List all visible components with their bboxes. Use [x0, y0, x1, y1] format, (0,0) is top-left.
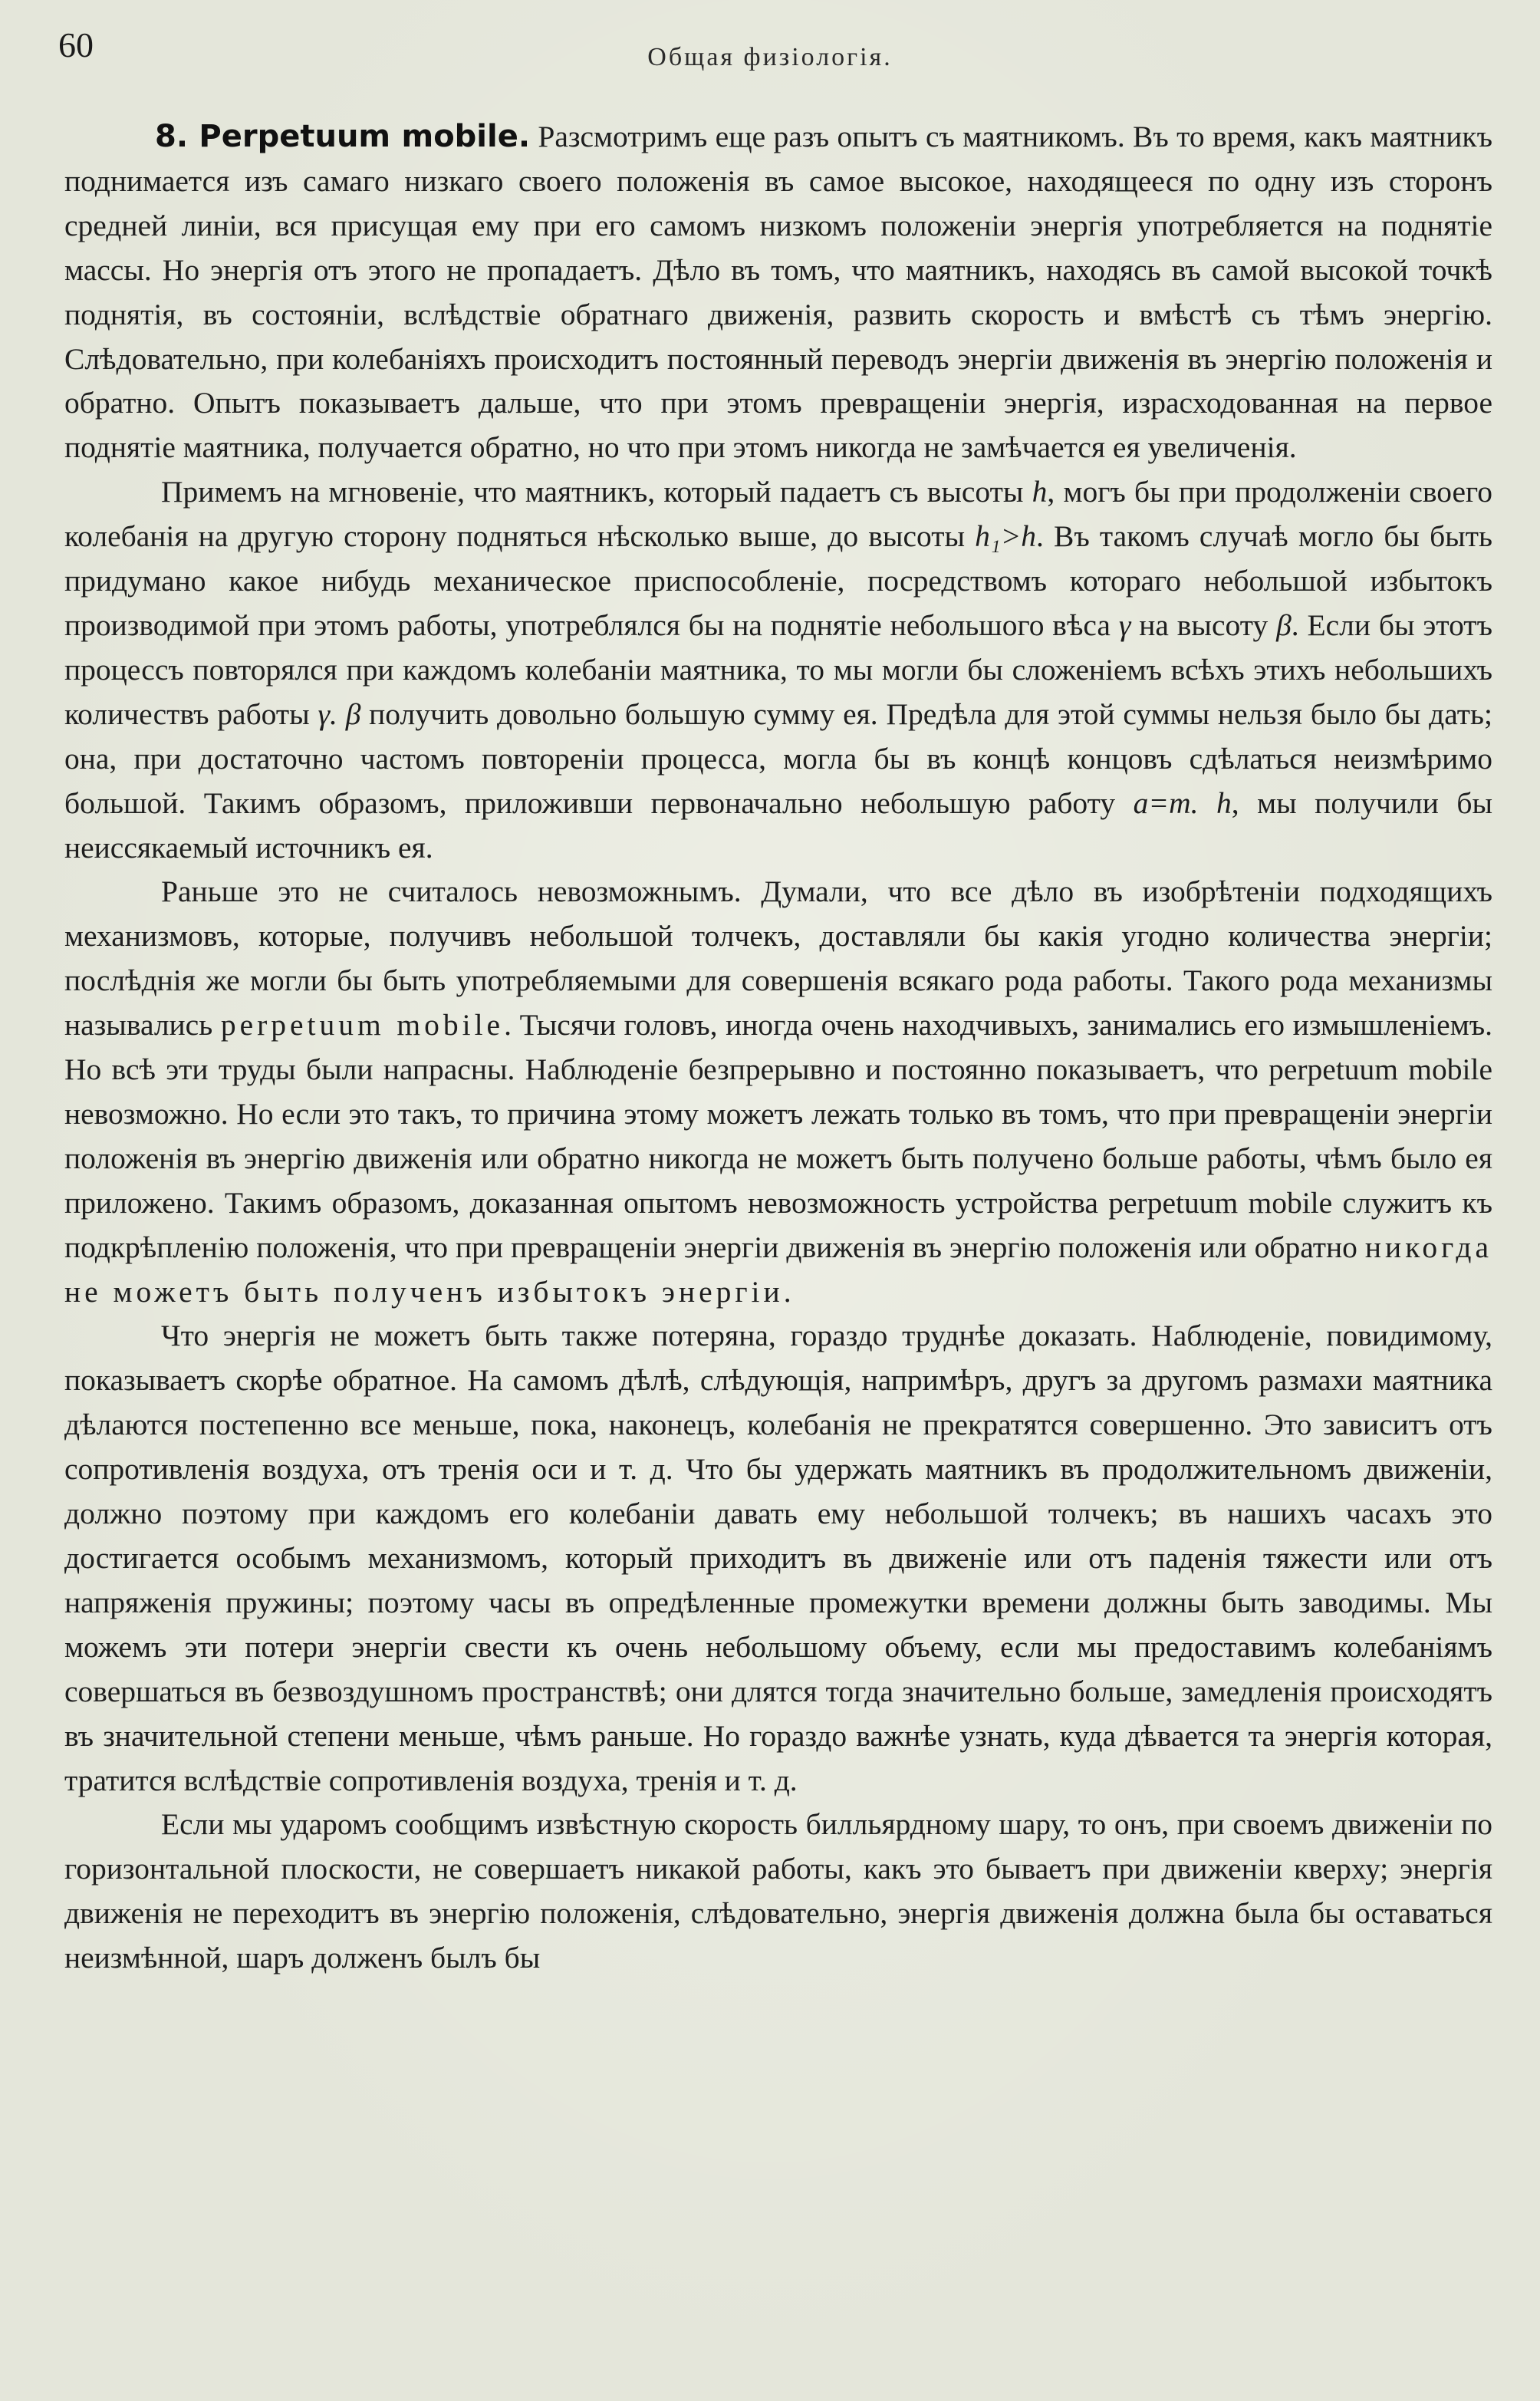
paragraph-2-text-b: , могъ бы при продолженiи своего колебанiя на другую сторону подняться нѣсколько выше, до высоты [64, 475, 1492, 554]
paragraph-1 [64, 115, 1492, 470]
paragraph-4 [64, 1314, 1492, 1803]
spaced-term: perpetuum mobile [220, 1008, 505, 1042]
page-number: 60 [58, 25, 94, 64]
math-beta: β [1276, 608, 1292, 642]
paragraph-2-text-f: получить довольно большую сумму ея. Предѣла для этой суммы нельзя было бы дать; она, при достаточно частомъ повторенiи процесса, могла бы въ концѣ концовъ сдѣлаться неизмѣримо большой. Такимъ образомъ, приложивши первоначально небольшую работу [64, 697, 1492, 820]
paragraph-1-text: Разсмотримъ еще разъ опытъ съ маятникомъ. Въ то время, какъ маятникъ поднимается изъ самаго низкаго своего положенiя въ самое высокое, находящееся по одну изъ сторонъ средней линiи, вся присущая ему при его самомъ низкомъ положенiи энергiя употребляется на поднятiе массы. Но энергiя отъ этого не пропадаетъ. Дѣло въ томъ, что маятникъ, находясь въ самой высокой точкѣ поднятiя, въ состоянiи, вслѣдствiе обратнаго движенiя, развить скорость и вмѣстѣ съ тѣмъ энергiю. Слѣдовательно, при колебанiяхъ происходитъ постоянный переводъ энергiи движенiя въ энергiю положенiя и обратно. Опытъ показываетъ дальше, что при этомъ превращенiи энергiя, израсходованная на первое поднятiе маятника, получается обратно, но что при этомъ никогда не замѣчается ея увеличенiя. [64, 120, 1492, 465]
math-gamma: γ [1118, 608, 1131, 642]
math-h1-inequality: h₁>h [975, 519, 1037, 554]
paragraph-4-text: Что энергiя не можетъ быть также потеряна, гораздо труднѣе доказать. Наблюденiе, повидимому, показываетъ скорѣе обратное. На самомъ дѣлѣ, слѣдующiя, напримѣръ, другъ за другомъ размахи маятника дѣлаются постепенно все меньше, пока, наконецъ, колебанiя не прекратятся совершенно. Это зависитъ отъ сопротивленiя воздуха, отъ тренiя оси и т. д. Что бы удержать маятникъ въ продолжительномъ движенiи, должно поэтому при каждомъ его колебанiи давать ему небольшой толчекъ; въ нашихъ часахъ это достигается особымъ механизмомъ, который приходитъ въ движенiе или отъ паденiя тяжести или отъ напряженiя пружины; поэтому часы въ опредѣленные промежутки времени должны быть заводимы. Мы можемъ эти потери энергiи свести къ очень небольшому объему, если мы предоставимъ колебанiямъ совершаться въ безвоздушномъ пространствѣ; они длятся тогда значительно больше, замедленiя происходятъ въ значительной степени меньше, чѣмъ раньше. Но гораздо важнѣе узнать, куда дѣвается та энергiя которая, тратится вслѣдствiе сопротивленiя воздуха, тренiя и т. д. [64, 1319, 1492, 1797]
paragraph-2-text-e: . Если бы этотъ процессъ повторялся при каждомъ колебанiи маятника, то мы могли бы сложенiемъ всѣхъ этихъ небольшихъ количествъ работы [64, 608, 1492, 731]
paragraph-3-text-b: . Тысячи головъ, иногда очень находчивыхъ, занимались его измышленiемъ. Но всѣ эти труды были напрасны. Наблюденiе безпрерывно и постоянно показываетъ, что perpetuum mobile невозможно. Но если это такъ, то причина этому можетъ лежать только въ томъ, что при превращенiи энергiи положенiя въ энергiю движенiя или обратно никогда не можетъ быть получено больше работы, чѣмъ было ея приложено. Такимъ образомъ, доказанная опытомъ невозможность устройства perpetuum mobile служитъ къ подкрѣпленiю положенiя, что при превращенiи энергiи движенiя въ энергiю положенiя или обратно [64, 1008, 1493, 1264]
paragraph-2 [64, 470, 1492, 870]
section-title: 8. Perpetuum mobile. [155, 119, 531, 154]
paragraph-2-text-g: , мы получили бы неиссякаемый источникъ ея. [64, 786, 1493, 865]
math-gamma-beta: γ. β [318, 697, 361, 731]
paragraph-2-text-d: на высоту [1130, 608, 1277, 642]
paragraph-2-text-c: . Въ такомъ случаѣ могло бы быть придумано какое нибудь механическое приспособленiе, посредствомъ котораго небольшой избытокъ производимой при этомъ работы, употреблялся бы на поднятiе небольшого вѣса [64, 519, 1492, 642]
paragraph-3-text-c: . [783, 1274, 791, 1309]
paragraph-3 [64, 870, 1492, 1314]
running-title: Общая физiологiя. [647, 43, 893, 71]
paragraph-2-text-a: Примемъ на мгновенiе, что маятникъ, который падаетъ съ высоты [161, 475, 1032, 509]
paragraph-5-text: Если мы ударомъ сообщимъ извѣстную скорость билльярдному шару, то онъ, при своемъ движенiи по горизонтальной плоскости, не совершаетъ никакой работы, какъ это бываетъ при движенiи кверху; энергiя движенiя не переходитъ въ энергiю положенiя, слѣдовательно, энергiя движенiя должна была бы оставаться неизмѣнной, шаръ долженъ былъ бы [64, 1807, 1492, 1975]
math-formula: a=m. h [1133, 786, 1232, 820]
math-h: h [1032, 475, 1048, 509]
paragraph-3-text-a: Раньше это не считалось невозможнымъ. Думали, что все дѣло въ изобрѣтенiи подходящихъ механизмовъ, которые, получивъ небольшой толчекъ, доставляли бы какiя угодно количества энергiи; послѣднiя же могли бы быть употребляемыми для совершенiя всякаго рода работы. Такого рода механизмы назывались [64, 874, 1492, 1042]
spaced-phrase: никогда не можетъ быть полученъ избытокъ энергiи [64, 1230, 1492, 1309]
paragraph-5 [64, 1803, 1492, 1981]
body-text [64, 115, 1492, 1981]
